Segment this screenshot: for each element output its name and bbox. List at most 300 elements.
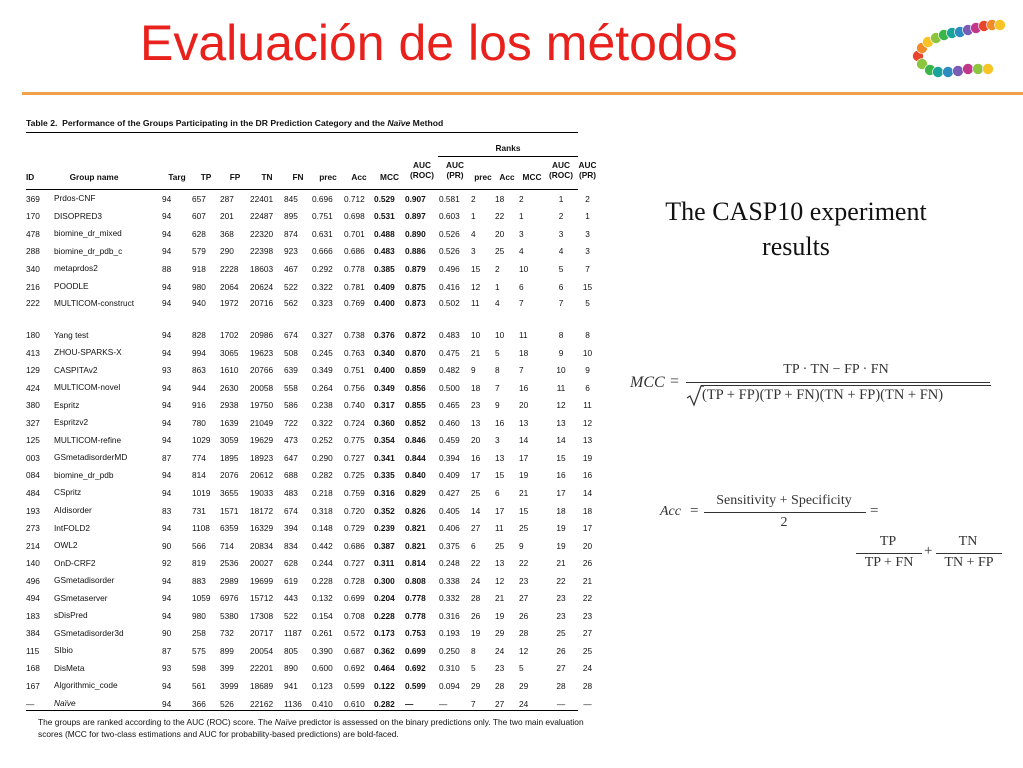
table-cell: 805 [284,645,298,656]
table-cell: Yang test [54,329,89,340]
table-cell: OnD-CRF2 [54,557,96,568]
table-cell: 0.442 [312,540,333,551]
table-cell: 0.349 [312,365,333,376]
table-cell: 94 [162,246,172,257]
table-cell: 647 [284,452,298,463]
table-cell: 287 [220,193,234,204]
table-cell: 0.218 [312,487,333,498]
table-cell: 19 [582,452,593,463]
table-cell: 0.907 [405,193,426,204]
table-cell: 478 [26,228,40,239]
table-cell: 94 [162,610,172,621]
table-cell: 1 [585,211,590,222]
table-cell: 3059 [220,435,239,446]
logo-chip [933,67,944,78]
table-cell: 22 [582,593,593,604]
table-cell: 20986 [250,330,274,341]
table-cell: 94 [162,523,172,534]
table-cell: GSmetadisorder [54,575,115,586]
table-cell: 2630 [220,382,239,393]
table-cell: 0.631 [312,228,333,239]
table-cell: 19629 [250,435,274,446]
table-cell: 980 [192,610,206,621]
table-cell: 0.400 [374,365,395,376]
table-cell: 1187 [284,628,302,639]
table-cell: 24 [582,663,593,674]
table-cell: 22 [519,558,529,569]
table-cell: 0.740 [344,400,365,411]
table-cell: 561 [192,680,206,691]
table-cell: 994 [192,347,206,358]
column-header: AUC (ROC) [549,160,573,180]
table-cell: 17 [556,487,566,498]
table-cell: 0.756 [344,382,365,393]
table-cell: 1702 [220,330,239,341]
table-cell: Espritzv2 [54,417,89,428]
table-cell: 883 [192,575,206,586]
table-cell: 17 [495,505,505,516]
table-cell: 1610 [220,365,239,376]
table-cell: 895 [284,211,298,222]
table-cell: 18172 [250,505,274,516]
table-row [26,484,598,502]
table-cell: 288 [26,246,40,257]
table-row [26,414,598,432]
table-cell: 20612 [250,470,274,481]
table-cell: 20624 [250,281,274,292]
table-cell: 1571 [220,505,239,516]
table-cell: GSmetadisorder3d [54,627,124,638]
table-cell: 15712 [250,593,274,604]
table-cell: 125 [26,435,40,446]
table-cell: 1 [471,211,476,222]
table-cell: 0.238 [312,400,333,411]
table-cell: 0.581 [439,193,460,204]
logo-chip [983,64,994,75]
table-cell: 0.228 [312,575,333,586]
table-cell: 0.763 [344,347,365,358]
table-row [26,572,598,590]
table-cell: 0.859 [405,365,426,376]
table-cell: 1136 [284,698,302,709]
table-cell: 24 [495,645,505,656]
table-cell: 0.729 [344,523,365,534]
table-cell: 9 [495,400,500,411]
table-cell: 94 [162,698,172,709]
table-cell: 0.360 [374,417,395,428]
table-cell: 0.349 [374,382,395,393]
table-cell: 27 [495,698,505,709]
column-header: MCC [522,172,542,182]
table-cell: Algorithmic_code [54,680,118,691]
table-cell: 0.317 [374,400,395,411]
table-row [26,295,598,326]
table-cell: 23 [471,400,481,411]
table-cell: 0.340 [374,347,395,358]
table-cell: 0.327 [312,330,333,341]
table-cell: 28 [471,593,481,604]
table-cell: 5 [519,663,524,674]
table-cell: 26 [519,610,529,621]
table-row [26,589,598,607]
table-cell: 20 [582,540,593,551]
table-cell: 17 [582,523,593,534]
table-cell: 0.759 [344,487,365,498]
table-cell: 290 [220,246,234,257]
table-cell: 14 [582,487,593,498]
table-cell: Espritz [54,399,80,410]
table-cell: 0.239 [374,523,395,534]
table-row [26,361,598,379]
table-row [26,554,598,572]
table-cell: 7 [519,365,524,376]
table-cell: 1059 [192,593,211,604]
table-cell: 19 [556,540,566,551]
table-cell: 1972 [220,298,239,309]
table-cell: 5 [495,347,500,358]
table-row [26,225,598,243]
table-cell: 170 [26,211,40,222]
column-header: AUC (PR) [578,160,597,180]
acc-fraction-bar [704,512,866,513]
table-cell: 688 [284,470,298,481]
table-cell: 0.720 [344,505,365,516]
table-row [26,467,598,485]
table-cell: 0.094 [439,680,460,691]
table-cell: 6 [519,281,524,292]
table-cell: 526 [220,698,234,709]
table-cell: 0.248 [439,558,460,569]
table-cell: 1 [495,281,500,292]
table-cell: AIdisorder [54,505,92,516]
table-cell: 11 [495,523,504,534]
table-cell: 424 [26,382,40,393]
table-cell: 0.529 [374,193,395,204]
tp-fraction-den: TP + FN [864,555,914,570]
table-cell: 87 [162,645,172,656]
table-cell: 2 [471,193,476,204]
table-cell: 0.769 [344,298,365,309]
table-cell: 140 [26,558,40,569]
table-cell: 13 [582,435,593,446]
table-row [26,344,598,362]
table-cell: 20717 [250,628,274,639]
table-cell: 20054 [250,645,274,656]
table-cell: 0.465 [439,400,460,411]
table-cell: 0.846 [405,435,426,446]
table-cell: 0.600 [312,663,333,674]
table-cell: 27 [519,593,529,604]
table-cell: 2228 [220,263,239,274]
table-cell: 94 [162,281,172,292]
table-cell: 7 [471,698,476,709]
tp-fraction-num: TP [879,534,897,549]
table-cell: 814 [192,470,206,481]
table-cell: 0.781 [344,281,365,292]
table-cell: 20 [471,435,481,446]
table-cell: 863 [192,365,206,376]
table-cell: 0.751 [312,211,333,222]
table-cell: 16 [471,452,481,463]
table-cell: 0.282 [312,470,333,481]
table-cell: 496 [26,575,40,586]
page-title: Evaluación de los métodos [140,15,738,71]
table-cell: 20766 [250,365,274,376]
acc-equals-2: = [870,503,879,519]
table-cell: OWL2 [54,540,78,551]
table-cell: 216 [26,281,40,292]
table-row [26,278,598,296]
table-cell: 845 [284,193,298,204]
subtitle-line-1: The CASP10 experiment [665,197,927,226]
table-cell: 4 [495,298,500,309]
table-cell: 21 [495,593,505,604]
table-cell: 94 [162,228,172,239]
table-cell: 0.405 [439,505,460,516]
table-cell: 3065 [220,347,239,358]
amino-acid-chain-logo [908,14,1008,82]
table-cell: 193 [26,505,40,516]
table-cell: 0.500 [439,382,460,393]
table-cell: 9 [471,365,476,376]
table-cell: 15 [582,281,593,292]
table-cell: 575 [192,645,206,656]
table-cell: 0.701 [344,228,365,239]
table-row [26,449,598,467]
table-cell: 16 [582,470,593,481]
table-row [26,625,598,643]
table-cell: 13 [519,417,529,428]
table-cell: 7 [495,382,500,393]
table-cell: 0.148 [312,523,333,534]
table-cell: biomine_dr_pdb_c [54,245,123,256]
table-cell: 5380 [220,610,239,621]
table-cell: 11 [556,382,566,393]
table-row [26,432,598,450]
table-cell: 619 [284,575,298,586]
table-cell: 0.686 [344,540,365,551]
table-cell: 0.173 [374,628,395,639]
table-cell: CSpritz [54,487,82,498]
table-cell: 25 [495,540,505,551]
table-cell: 5 [558,263,564,274]
table-cell: 11 [583,400,592,411]
table-cell: 657 [192,193,206,204]
table-cell: 12 [471,281,481,292]
table-cell: 628 [284,558,298,569]
table-cell: 0.686 [344,246,365,257]
subtitle-line-2: results [762,232,830,261]
table-cell: 21049 [250,417,274,428]
table-cell: 5 [585,298,590,309]
table-cell: 18689 [250,680,274,691]
column-header: Acc [351,172,367,182]
table-cell: 12 [519,645,529,656]
table-cell: 10 [495,330,505,341]
table-cell: 19699 [250,575,274,586]
table-cell: 15 [556,452,566,463]
table-cell: 0.696 [312,193,333,204]
table-cell: 9 [558,347,564,358]
table-cell: 23 [495,663,505,674]
table-cell: 94 [162,400,172,411]
table-cell: — [556,698,566,709]
table-cell: 923 [284,246,298,257]
table-cell: 0.724 [344,417,365,428]
casp10-subtitle [616,194,976,264]
table-cell: 19033 [250,487,274,498]
table-cell: 674 [284,505,298,516]
table-row [26,396,598,414]
table-cell: 0.406 [439,523,460,534]
table-cell: 19 [495,610,505,621]
table-cell: 0.712 [344,193,365,204]
table-cell: 0.390 [312,645,333,656]
table-cell: 0.427 [439,487,460,498]
table-cell: 940 [192,298,206,309]
table-cell: 180 [26,330,40,341]
table-cell: 18 [471,382,481,393]
table-cell: 83 [162,505,172,516]
table-cell: 1029 [192,435,211,446]
table-cell: 941 [284,680,298,691]
table-cell: 8 [471,645,476,656]
table-cell: 394 [284,523,298,534]
column-header: prec [474,172,492,182]
table-cell: 0.245 [312,347,333,358]
table-cell: 0.409 [374,281,395,292]
logo-chip [995,20,1006,31]
table-cell: 25 [582,645,593,656]
table-cell: 0.599 [344,680,365,691]
table-cell: 0.475 [439,347,460,358]
table-cell: 0.879 [405,263,426,274]
table-cell: GSmetadisorderMD [54,452,128,463]
table-caption: Table 2. Performance of the Groups Participating in the DR Prediction Category and the Naïve Method [26,118,444,128]
table-cell: 12 [495,575,505,586]
table-cell: 17 [471,470,481,481]
table-cell: 20027 [250,558,274,569]
table-cell: 25 [519,523,529,534]
table-cell: 0.610 [344,698,365,709]
table-cell: 774 [192,452,206,463]
table-cell: 0.290 [312,452,333,463]
table-cell: 0.193 [439,628,460,639]
table-cell: — [405,698,414,709]
table-cell: 22201 [250,663,274,674]
table-cell: DISOPRED3 [54,210,102,221]
table-cell: 6976 [220,593,239,604]
table-cell: 11 [471,298,480,309]
table-cell: 11 [519,330,528,341]
table-cell: 13 [556,417,566,428]
table-row [26,642,598,660]
table-cell: 0.531 [374,211,395,222]
table-cell: biomine_dr_mixed [54,228,122,239]
table-cell: 0.394 [439,452,460,463]
table-cell: 327 [26,417,40,428]
table-cell: 167 [26,680,40,691]
table-cell: 94 [162,680,172,691]
table-cell: 0.603 [439,211,460,222]
table-cell: 27 [556,663,566,674]
acc-numerator: Sensitivity + Specificity [716,493,852,508]
column-header: TN [261,172,273,182]
mcc-lhs: MCC [630,374,665,391]
logo-chip [963,64,974,75]
table-cell: 183 [26,610,40,621]
table-cell: 483 [284,487,298,498]
table-cell: 0.332 [439,593,460,604]
table-cell: 0.154 [312,610,333,621]
table-cell: 22401 [250,193,274,204]
table-cell: 834 [284,540,298,551]
table-row [26,260,598,278]
table-cell: 562 [284,298,298,309]
logo-chip [953,66,964,77]
table-cell: 13 [495,452,505,463]
table-cell: 29 [519,680,529,691]
table-cell: 3999 [220,680,239,691]
table-cell: 13 [495,558,505,569]
table-cell: 628 [192,228,206,239]
table-cell: 0.252 [312,435,333,446]
table-cell: 0.829 [405,487,426,498]
table-cell: sDisPred [54,610,88,621]
table-cell: 22398 [250,246,274,257]
table-cell: 0.228 [374,610,395,621]
table-cell: SIbio [54,645,73,656]
table-cell: 0.727 [344,558,365,569]
table-cell: 2536 [220,558,239,569]
table-cell: 273 [26,523,40,534]
table-cell: 674 [284,330,298,341]
table-cell: 944 [192,382,206,393]
table-cell: 23 [556,593,566,604]
table-cell: 1 [558,193,564,204]
table-cell: 94 [162,435,172,446]
table-cell: 16 [556,470,566,481]
table-cell: 5 [471,663,476,674]
table-cell: 24 [519,698,529,709]
table-cell: 3 [495,435,500,446]
table-cell: 18 [582,505,593,516]
table-cell: 9 [519,540,524,551]
root-vinculum [701,385,991,386]
table-cell: 0.310 [439,663,460,674]
table-cell: 6 [471,540,476,551]
acc-equals-1: = [690,503,699,519]
table-cell: 94 [162,575,172,586]
table-cell: 12 [582,417,593,428]
table-cell: 22 [495,211,505,222]
table-cell: 0.316 [374,487,395,498]
table-cell: — [583,698,592,709]
table-cell: 084 [26,470,40,481]
ranks-header: Ranks [495,143,521,153]
table-cell: 0.410 [312,698,333,709]
table-cell: 2938 [220,400,239,411]
table-cell: 0.708 [344,610,365,621]
table-cell: 494 [26,593,40,604]
table-cell: 598 [192,663,206,674]
table-cell: 0.666 [312,246,333,257]
table-cell: 28 [495,680,505,691]
table-cell: 828 [192,330,206,341]
table-row [26,326,598,344]
table-cell: 366 [192,698,206,709]
table-cell: 0.502 [439,298,460,309]
